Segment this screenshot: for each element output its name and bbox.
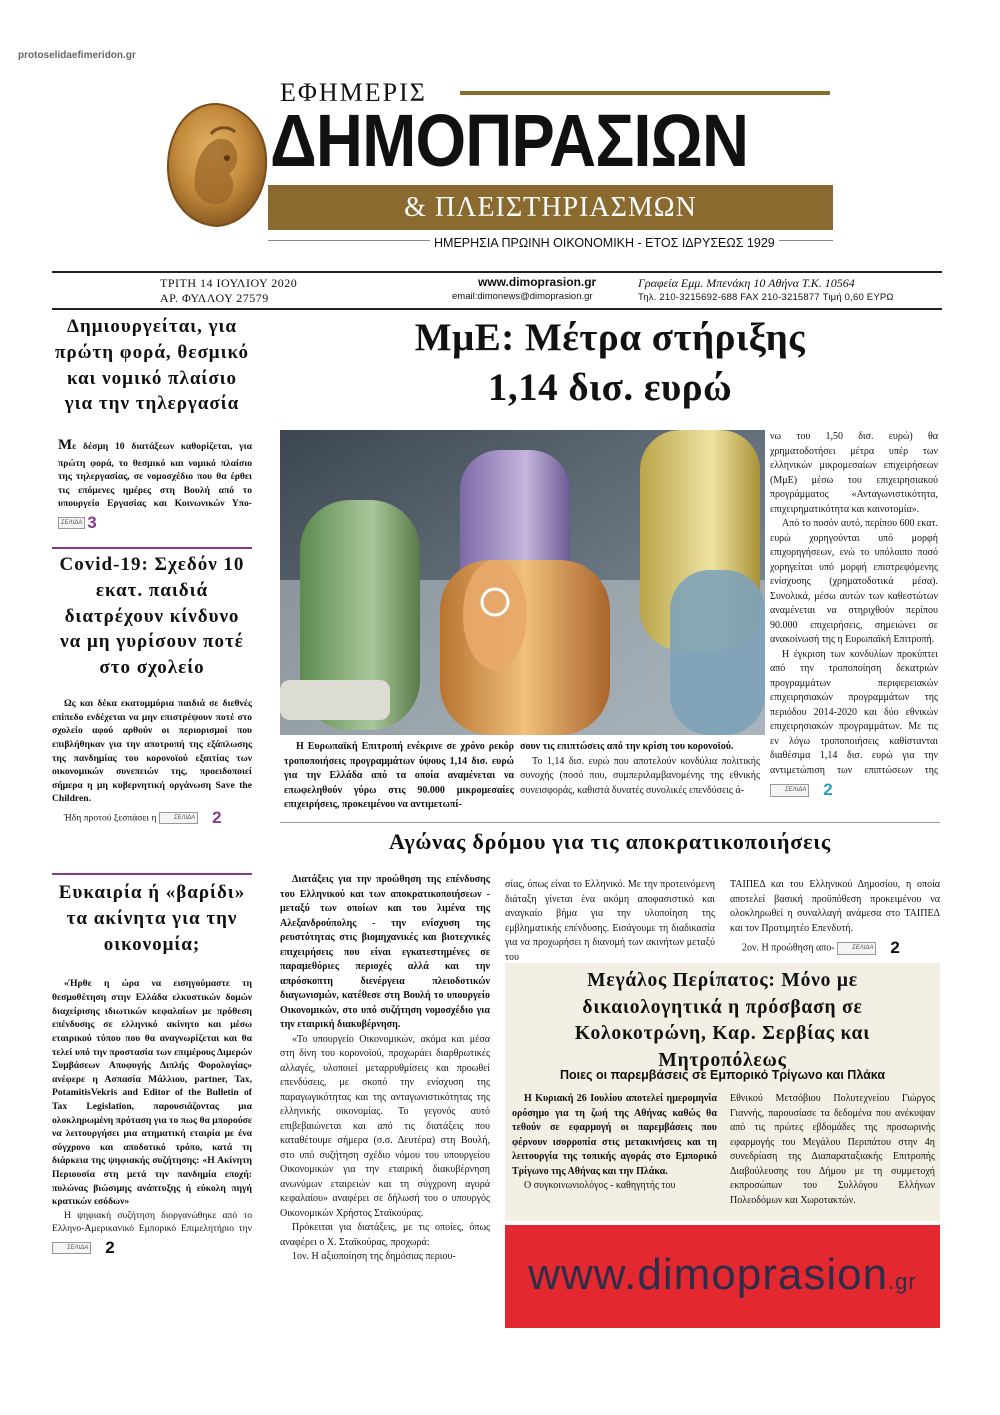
page-tag: ΣΕΛΙΔΑ	[159, 812, 198, 825]
page-reference[interactable]	[58, 511, 97, 535]
privatization-headline[interactable]: Αγώνας δρόμου για τις αποκρατικοποιήσεις	[389, 829, 831, 854]
page-number: 3	[87, 513, 97, 533]
article-body-text: ε δέσμη 10 διατάξεων καθορίζεται, για πρώτη φορά, το θεσμικό και νομικό πλαίσιο της τηλεργασίας, σε νομοσχέδιο που θα έρθει τις επόμενες ημέρες στη Βουλή από το υπουργείο Εργασίας και Κοινωνικών Υπο-	[58, 441, 252, 510]
article-headline[interactable]: Ευκαιρία ή «βαρίδι» τα ακίνητα για την οικονομία;	[58, 882, 246, 955]
privatization-paragraph: Πρόκειται για διατάξεις, με τις οποίες, όπως αναφέρει ο Χ. Σταϊκούρας, προχωρά:	[280, 1222, 490, 1248]
article-headline[interactable]: Δημιουργείται, για πρώτη φορά, θεσμικό και νομικό πλαίσιο για την τηλεργασία	[55, 316, 249, 415]
lead-paragraph: Η έγκριση των κονδυλίων προκύπτει από την τροποποίηση δεκατριών προγραμμάτων περιφερειακών επιχειρησιακών προγραμμάτων της περιόδου 2014-2020 και δύο εθνικών επιχειρησιακών προγραμμάτων. Με τις εν λόγω τροποποιήσεις καθίστανται διαθέσιμα 1,14 δισ. ευρώ για την αντιμετώπιση των επιπτώσεων της	[770, 648, 938, 776]
article-covid-children[interactable]	[52, 552, 252, 830]
lead-headline-line2: 1,14 δισ. ευρώ	[487, 365, 733, 409]
lead-intro-cont: σουν τις επιπτώσεις από την κρίση του κορονοϊού.	[520, 741, 734, 752]
lead-paragraph: νω του 1,50 δισ. ευρώ) θα χρηματοδοτήσει μέτρα υπέρ των ελληνικών μικρομεσαίων επιχειρήσεων (ΜμΕ) μέσω του επιχειρησιακού προγράμματος «Ανταγωνιστικότητα, επιχειρηματικότητα και καινοτομία».	[770, 431, 938, 515]
page-tag: ΣΕΛΙΔΑ	[52, 1242, 91, 1255]
section-rule	[280, 822, 940, 823]
masthead-subtitle: & ΠΛΕΙΣΤΗΡΙΑΣΜΩΝ	[268, 185, 833, 230]
page-tag: ΣΕΛΙΔΑ	[837, 942, 876, 955]
masthead-title: ΔΗΜΟΠΡΑΣΙΩΝ	[270, 99, 749, 182]
article-headline[interactable]: Covid-19: Σχεδόν 10 εκατ. παιδιά διατρέχουν κίνδυνο να μη γυρίσουν ποτέ στο σχολείο	[59, 554, 245, 679]
page-number: 2	[212, 808, 222, 828]
privatization-intro: Διατάξεις για την προώθηση της επένδυσης του Ελληνικού και των αποκρατικοποιήσεων - μεταξύ των οποίων και του λιμένα της Αλεξανδρούπολης - την ενίσχυση της ρευστότητας στις βιομηχανικές και βιοτεχνικές επιχειρήσεις που είναι εγκατεστημένες σε παραμεθόριες περιοχές αλλά και την απρόσκοπτη διενέργεια πλειοδοτικών διαγωνισμών, κατέθεσε στη Βουλή το υπουργείο Οικονομικών, στο υπό συζήτηση νομοσχέδιο για την εταιρική διακυβέρνηση.	[280, 874, 490, 1030]
privatization-col3	[730, 878, 940, 961]
page-reference[interactable]	[837, 936, 900, 961]
privatization-paragraph: σίας, όπως είναι το Ελληνικό. Με την προτεινόμενη διάταξη γίνεται ένα ακόμη αποφασιστικό και αναγκαίο βήμα για την υλοποίηση της εμβληματικής επένδυσης. Εισάγουμε τη διαδικασία για να προχωρήσει η διανομή των ακινήτων μεταξύ του	[505, 879, 715, 963]
banner-text-main: www.dimoprasion	[528, 1250, 889, 1299]
info-bar-rule-top	[52, 271, 942, 273]
website-link[interactable]: www.dimoprasion.gr	[478, 275, 597, 289]
article-lead-text: «Ήρθε η ώρα να εισηγούμαστε τη θεσμοθέτηση στην Ελλάδα ελκυστικών δομών διαχείρισης ιδιωτικών κεφαλαίων με πρόθεση επένδυσης σε ελληνικό ακίνητο και μέσω εταιρικού τύπου που θα αναγνωρίζεται και θα τελεί υπό την προστασία των επιμέρους Διμερών Συμβάσεων Αποφυγής Διπλής Φορολογίας» ανέφερε η Ασπασία Μάλλιου, partner, Tax, PotamitisVekris and Editor of the Bulletin of Tax Legislation, παρουσιάζοντας μια ολοκληρωμένη πρόταση για το πως θα μπορούσε να λειτουργήσει μια ατηματική εταιρία με ένα σύγχρονο και αποδοτικό τρόπο, κατά τη διάρκεια της ψηφιακής συζήτησης: «Η Ακίνητη Περιουσία στη μετά την πανδημία εποχή: πυλώνας βιώσιμης ανάπτυξης ή εύκολη πηγή κρατικών εσόδων»	[52, 978, 252, 1208]
page-tag: ΣΕΛΙΔΑ	[770, 784, 809, 797]
page-reference[interactable]	[159, 806, 222, 830]
article-body-text: Ήδη προτού ξεσπάσει η	[64, 812, 157, 824]
divider	[52, 873, 252, 875]
privatization-paragraph: «Το υπουργείο Οικονομικών, ακόμα και μέσα στη δίνη του κορονοϊού, προχωράει διαρθρωτικές αλλαγές, υλοποιεί μεταρρυθμίσεις και προωθεί επενδύσεις, με σκοπό την ενίσχυση της παραγωγικότητας και της ανταγωνιστικότητας της ελληνικής οικονομίας. Το γεγονός αυτό επιβεβαιώνεται και από τις διατάξεις που καταθέτουμε σήμερα (σ.σ. Δευτέρα) στη Βουλή, στο υπό συζήτηση σχέδιο νόμου του υπουργείου Οικονομικών για την εταιρική διακυβέρνηση ανωνύμων εταιρειών και τη σύγχρονη αγορά κεφαλαίου» αναφέρει σε δήλωσή του ο υπουργός Οικονομικών Χρήστος Σταϊκούρας.	[280, 1033, 490, 1219]
walk-paragraph: Εθνικού Μετσόβιου Πολυτεχνείου Γιώργος Γιαννής, παρουσίασε τα δεδομένα που ανέκυψαν από τις πρώτες εβδομάδες της προσωρινής εφαρμογής του Μεγάλου Περιπάτου στην 4η συνεδρίαση της Διαπαραταξιακής Επιτροπής Διαβούλευσης του Δήμου με τη συμμετοχή εκπροσώπων του Συλλόγου Ελλήνων Πολεοδόμων και Χωροτακτών.	[730, 1093, 935, 1206]
lead-body-text: Το 1,14 δισ. ευρώ που αποτελούν κονδύλια πολιτικής συνοχής (ποσό που, συμπεριλαμβανομένης της εθνικής συνεισφοράς, καθιστά δυνατές συνολικές επενδύσεις ά-	[520, 755, 760, 796]
lead-paragraph: Από το ποσόν αυτό, περίπου 600 εκατ. ευρώ χορηγούνται υπό μορφή επιχορηγήσεων, ενώ το υπόλοιπο ποσό χορηγείται υπό μορφή επιστρεφόμενης ενίσχυσης (χρηματοδοτικά μέσα). Συνολικά, μέσω αυτών των καθεστώτων αναμένεται να στηριχθούν περίπου 90.000 επιχειρήσεις, σημειώνει σε ανακοίνωσή της η Ευρωπαϊκή Επιτροπή.	[770, 518, 938, 645]
contact-phones: Τηλ. 210-3215692-688 FAX 210-3215877 Τιμή 0,60 ΕΥΡΩ	[638, 292, 894, 303]
page-reference[interactable]	[52, 1236, 115, 1260]
issue-date: ΤΡΙΤΗ 14 ΙΟΥΛΙΟΥ 2020	[160, 276, 298, 290]
lead-body-col1	[284, 740, 514, 813]
masthead-tagline: ΗΜΕΡΗΣΙΑ ΠΡΩΙΝΗ ΟΙΚΟΝΟΜΙΚΗ - ΕΤΟΣ ΙΔΡΥΣΕΩΣ 1929	[430, 236, 779, 250]
euro-banknotes-photo	[280, 430, 765, 735]
lead-headline[interactable]	[280, 313, 940, 413]
walk-intro: Η Κυριακή 26 Ιουλίου αποτελεί ημερομηνία ορόσημο για τη ζωή της Αθήνας καθώς θα τεθούν σε εφαρμογή οι παρεμβάσεις που φέρνουν ισορροπία στις μετακινήσεις και τη λειτουργία της τοπικής αγοράς στο Εμπορικό Τρίγωνο της Αθήνας και την Πλάκα.	[512, 1093, 717, 1177]
page-number: 2	[890, 938, 900, 957]
privatization-paragraph: 1ον. Η αξιοποίηση της δημόσιας περιου-	[292, 1251, 456, 1262]
lead-body-col3	[770, 430, 938, 803]
divider	[52, 547, 252, 549]
site-watermark: protoselidaefimeridon.gr	[18, 50, 136, 61]
lead-body-col2	[520, 740, 760, 798]
walk-col1	[512, 1092, 717, 1194]
page-reference[interactable]	[770, 778, 833, 803]
website-banner-text[interactable]	[505, 1250, 940, 1300]
walk-subheadline: Ποιες οι παρεμβάσεις σε Εμπορικό Τρίγωνο και Πλάκα	[559, 1068, 886, 1082]
email-link[interactable]: email:dimonews@dimoprasion.gr	[452, 291, 593, 302]
info-bar-rule-bottom	[52, 308, 942, 310]
article-real-estate[interactable]	[52, 880, 252, 1260]
issue-number: ΑΡ. ΦΥΛΛΟΥ 27579	[160, 291, 269, 305]
masthead-pre-title: ΕΦΗΜΕΡΙΣ	[280, 78, 427, 107]
office-address: Γραφεία Εμμ. Μπενάκη 10 Αθήνα Τ.Κ. 10564	[638, 276, 855, 290]
article-body	[52, 435, 252, 535]
article-lead-text: Ως και δέκα εκατομμύρια παιδιά σε διεθνές επίπεδο ενδέχεται να μην επιστρέψουν ποτέ στο σχολείο αφού αρθούν οι περιορισμοί που επιβλήθηκαν για την αποτροπή της εξάπλωσης της πανδημίας του κορονοϊού εξαιτίας των οικονομικών συνεπειών της, προειδοποιεί σήμερα η μη κυβερνητική οργάνωση Save the Children.	[52, 698, 252, 805]
dropcap: Μ	[58, 437, 73, 454]
privatization-col1	[280, 873, 490, 1265]
page-tag: ΣΕΛΙΔΑ	[58, 517, 85, 530]
banner-text-suffix: .gr	[888, 1269, 917, 1294]
lead-headline-line1: ΜμΕ: Μέτρα στήριξης	[414, 316, 806, 359]
page-number: 2	[105, 1238, 115, 1258]
walk-col2	[730, 1092, 935, 1208]
page-number: 2	[823, 780, 833, 799]
masthead-rule	[460, 91, 830, 95]
walk-paragraph: Ο συγκοινωνιολόγος - καθηγητής του	[524, 1180, 676, 1191]
privatization-col2	[505, 878, 715, 965]
article-body-text: Η ψηφιακή συζήτηση διοργανώθηκε από το Ελληνο-Αμερικανικό Εμπορικό Επιμελητήριο την	[52, 1209, 252, 1235]
privatization-paragraph: ΤΑΙΠΕΔ και του Ελληνικού Δημοσίου, η οποία αποτελεί βασική προϋπόθεση προκειμένου να ολοκληρωθεί η συναλλαγή ανάμεσα στο ΤΑΙΠΕΔ και τον Προτιμητέο Επενδυτή.	[730, 879, 940, 934]
article-body	[52, 697, 252, 830]
article-body	[52, 977, 252, 1260]
walk-headline[interactable]: Μεγάλος Περίπατος: Μόνο με δικαιολογητικά η πρόσβαση σε Κολοκοτρώνη, Καρ. Σερβίας και Μητροπόλεως	[574, 970, 871, 1071]
hermes-coin-logo	[165, 100, 270, 230]
article-teleworking[interactable]	[52, 314, 252, 535]
lead-intro: Η Ευρωπαϊκή Επιτροπή ενέκρινε σε χρόνο ρεκόρ τροποποιήσεις προγραμμάτων ύψους 1,14 δισ. ευρώ για την Ελλάδα από τα οποία αναμένεται να επωφεληθούν γύρω στις 90.000 μικρομεσαίες επιχειρήσεις, προκειμένου να αντιμετωπί-	[284, 741, 514, 810]
privatization-paragraph: 2ον. Η προώθηση απο-	[742, 942, 835, 954]
